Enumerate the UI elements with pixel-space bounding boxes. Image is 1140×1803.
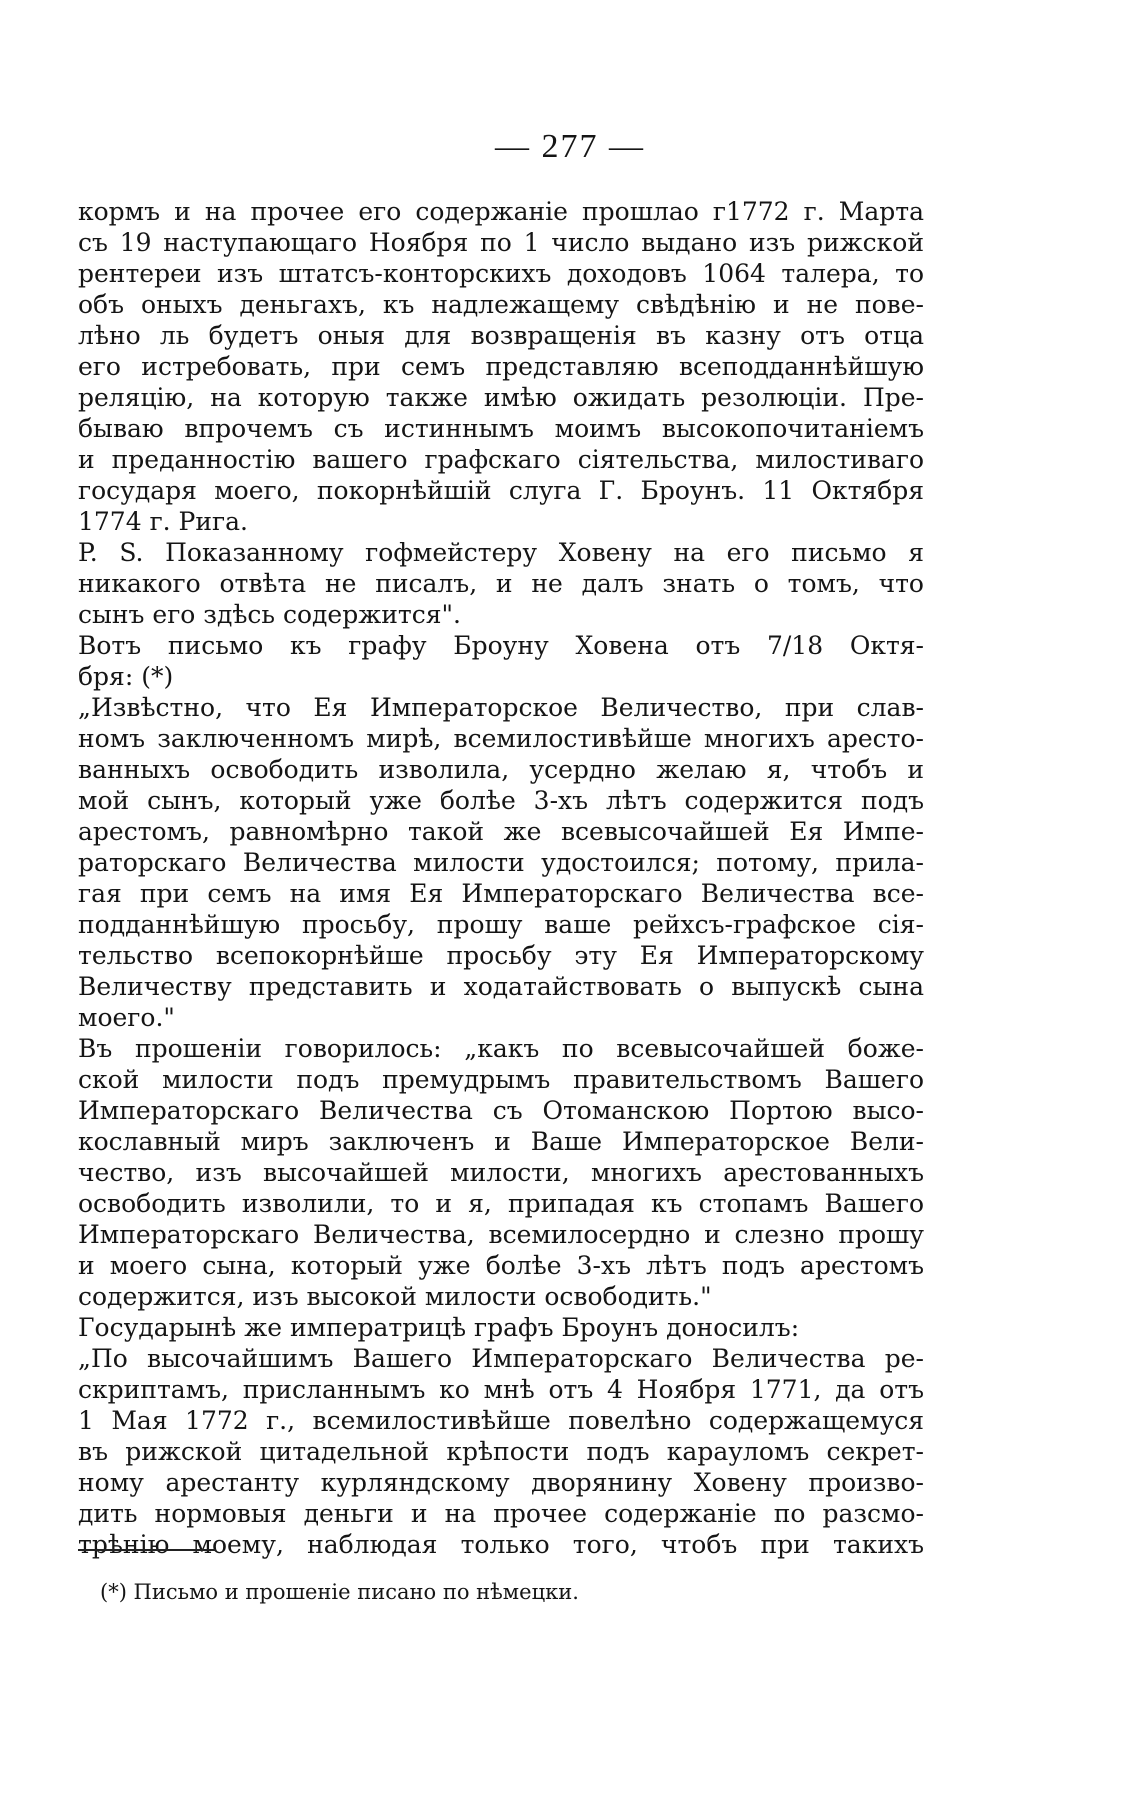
text-line: бря: (*) — [78, 662, 174, 691]
text-line: 1 Мая 1772 г., всемилостивѣйше повелѣно содержащемуся — [78, 1406, 924, 1435]
text-line: P. S. Показанному гофмейстеру Ховену на его письмо я — [78, 538, 924, 567]
body-text — [78, 196, 924, 1560]
footnote: (*) Письмо и прошеніе писано по нѣмецки. — [100, 1580, 579, 1604]
text-line: 1774 г. Рига. — [78, 507, 248, 536]
text-line: Императорскаго Величества съ Отоманскою Портою высо- — [78, 1096, 924, 1125]
text-line: моего." — [78, 1003, 175, 1032]
text-line: мой сынъ, который уже болѣе 3-хъ лѣтъ содержится подъ — [78, 786, 924, 815]
text-line: и преданностію вашего графскаго сіятельства, милостиваго — [78, 445, 924, 474]
text-line: тельство всепокорнѣйше просьбу эту Ея Императорскому — [78, 941, 924, 970]
text-line: скриптамъ, присланнымъ ко мнѣ отъ 4 Ноября 1771, да отъ — [78, 1375, 924, 1404]
text-line: трѣнію моему, наблюдая только того, чтобъ при такихъ — [78, 1530, 924, 1559]
text-line: сынъ его здѣсь содержится". — [78, 600, 461, 629]
text-line: кославный миръ заключенъ и Ваше Императорское Вели- — [78, 1127, 924, 1156]
text-line: никакого отвѣта не писалъ, и не далъ знать о томъ, что — [78, 569, 924, 598]
footnote-divider — [78, 1549, 216, 1551]
text-line: Императорскаго Величества, всемилосердно и слезно прошу — [78, 1220, 924, 1249]
text-line: лѣно ль будетъ оныя для возвращенія въ казну отъ отца — [78, 321, 924, 350]
text-line: ской милости подъ премудрымъ правительствомъ Вашего — [78, 1065, 924, 1094]
text-line: Вотъ письмо къ графу Броуну Ховена отъ 7/18 Октя- — [78, 631, 924, 660]
text-line: освободить изволили, то и я, припадая къ стопамъ Вашего — [78, 1189, 924, 1218]
text-line: государя моего, покорнѣйшій слуга Г. Броунъ. 11 Октября — [78, 476, 924, 505]
text-line: гая при семъ на имя Ея Императорскаго Величества все- — [78, 879, 924, 908]
text-line: кормъ и на прочее его содержаніе прошлао г1772 г. Марта — [78, 197, 924, 226]
text-line: ванныхъ освободить изволила, усердно желаю я, чтобъ и — [78, 755, 924, 784]
text-line: объ оныхъ деньгахъ, къ надлежащему свѣдѣнію и не пове- — [78, 290, 924, 319]
text-line: „По высочайшимъ Вашего Императорскаго Величества ре- — [78, 1344, 924, 1373]
text-line: его истребовать, при семъ представляю всеподданнѣйшую — [78, 352, 924, 381]
text-line: бываю впрочемъ съ истиннымъ моимъ высокопочитаніемъ — [78, 414, 924, 443]
page-number: — 277 — — [495, 128, 645, 165]
text-line: чество, изъ высочайшей милости, многихъ арестованныхъ — [78, 1158, 924, 1187]
text-line: ному арестанту курляндскому дворянину Ховену произво- — [78, 1468, 924, 1497]
text-line: въ рижской цитадельной крѣпости подъ карауломъ секрет- — [78, 1437, 924, 1466]
text-line: арестомъ, равномѣрно такой же всевысочайшей Ея Импе- — [78, 817, 924, 846]
text-line: реляцію, на которую также имѣю ожидать резолюціи. Пре- — [78, 383, 924, 412]
text-line: содержится, изъ высокой милости освободить." — [78, 1282, 712, 1311]
text-line: Величеству представить и ходатайствовать о выпускѣ сына — [78, 972, 924, 1001]
text-line: дить нормовыя деньги и на прочее содержаніе по разсмо- — [78, 1499, 924, 1528]
text-line: подданнѣйшую просьбу, прошу ваше рейхсъ-графское сія- — [78, 910, 924, 939]
text-line: и моего сына, который уже болѣе 3-хъ лѣтъ подъ арестомъ — [78, 1251, 924, 1280]
text-line: Въ прошеніи говорилось: „какъ по всевысочайшей боже- — [78, 1034, 924, 1063]
text-line: рентереи изъ штатсъ-конторскихъ доходовъ 1064 талера, то — [78, 259, 924, 288]
text-line: Государынѣ же императрицѣ графъ Броунъ доносилъ: — [78, 1313, 800, 1342]
text-line: раторскаго Величества милости удостоился; потому, прила- — [78, 848, 924, 877]
text-line: съ 19 наступающаго Ноября по 1 число выдано изъ рижской — [78, 228, 924, 257]
text-line: номъ заключенномъ мирѣ, всемилостивѣйше многихъ аресто- — [78, 724, 924, 753]
text-line: „Извѣстно, что Ея Императорское Величество, при слав- — [78, 693, 924, 722]
